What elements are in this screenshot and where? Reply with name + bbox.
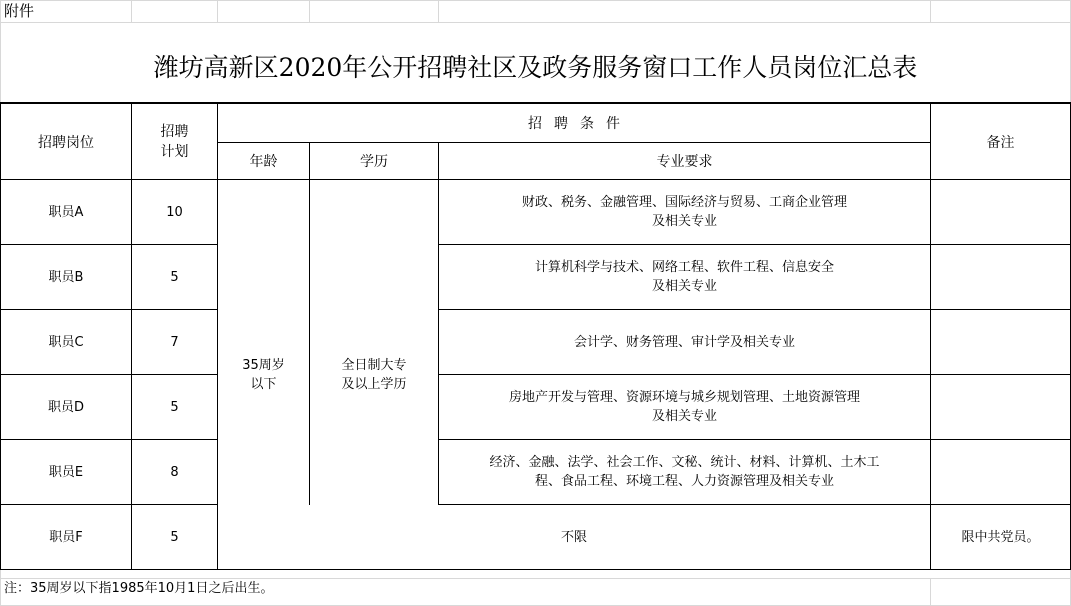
major-line1: 经济、金融、法学、社会工作、文秘、统计、材料、计算机、土木工 <box>489 455 880 470</box>
age-line1: 35周岁 <box>242 357 285 373</box>
major-line2: 及相关专业 <box>651 214 717 229</box>
grid-line <box>217 0 218 22</box>
header-plan-line1: 招聘 <box>160 123 189 140</box>
remark-cell <box>931 245 1070 309</box>
major-line1: 计算机科学与技术、网络工程、软件工程、信息安全 <box>534 260 834 275</box>
position-cell: 职员C <box>48 334 84 350</box>
grid-line <box>0 578 1071 579</box>
major-cell <box>439 440 930 504</box>
header-position: 招聘岗位 <box>38 134 94 151</box>
major-cell <box>218 505 930 569</box>
remark-cell: 限中共党员。 <box>961 529 1040 545</box>
education-line1: 全日制大专 <box>341 357 407 373</box>
remark-cell <box>931 180 1070 244</box>
plan-cell: 5 <box>170 399 179 415</box>
education-line2: 及以上学历 <box>341 376 407 392</box>
grid-line <box>0 0 1071 1</box>
position-cell: 职员F <box>49 529 83 545</box>
position-cell: 职员D <box>47 399 84 415</box>
major-cell <box>439 310 930 374</box>
age-line2: 以下 <box>250 376 277 392</box>
page-title: 潍坊高新区2020年公开招聘社区及政务服务窗口工作人员岗位汇总表 <box>153 53 918 82</box>
grid-line <box>438 0 439 22</box>
major-line1: 房地产开发与管理、资源环境与城乡规划管理、土地资源管理 <box>508 390 860 405</box>
header-age: 年龄 <box>249 154 278 170</box>
footnote: 注：35周岁以下指1985年10月1日之后出生。 <box>4 581 274 596</box>
plan-cell: 8 <box>170 464 179 480</box>
position-cell: 职员B <box>48 269 84 285</box>
plan-cell: 5 <box>170 269 179 285</box>
plan-cell: 7 <box>170 334 179 350</box>
plan-cell: 5 <box>170 529 179 545</box>
major-line2: 及相关专业 <box>651 279 717 294</box>
position-cell: 职员A <box>48 204 84 220</box>
major-line1: 会计学、财务管理、审计学及相关专业 <box>573 334 795 350</box>
grid-line <box>930 0 931 22</box>
table-border <box>0 569 1071 570</box>
header-conditions: 招聘条件 <box>528 116 632 132</box>
major-line2: 程、食品工程、环境工程、人力资源管理及相关专业 <box>534 474 834 489</box>
header-major: 专业要求 <box>656 154 713 170</box>
remark-cell <box>931 310 1070 374</box>
major-line1: 财政、税务、金融管理、国际经济与贸易、工商企业管理 <box>521 195 847 210</box>
annex-label: 附件 <box>4 2 35 20</box>
major-line1: 不限 <box>560 529 587 545</box>
major-cell <box>439 245 930 309</box>
grid-line <box>0 22 1071 23</box>
grid-line <box>309 0 310 22</box>
remark-cell <box>931 440 1070 504</box>
grid-line <box>131 0 132 22</box>
position-cell: 职员E <box>48 464 84 480</box>
plan-cell: 10 <box>166 204 183 220</box>
header-education: 学历 <box>360 154 388 170</box>
major-cell <box>439 375 930 439</box>
remark-cell <box>931 375 1070 439</box>
major-cell <box>439 180 930 244</box>
major-line2: 及相关专业 <box>651 409 717 424</box>
header-remark: 备注 <box>986 134 1015 151</box>
header-plan <box>132 104 217 179</box>
header-plan-line2: 计划 <box>160 143 189 160</box>
grid-line <box>930 578 931 606</box>
